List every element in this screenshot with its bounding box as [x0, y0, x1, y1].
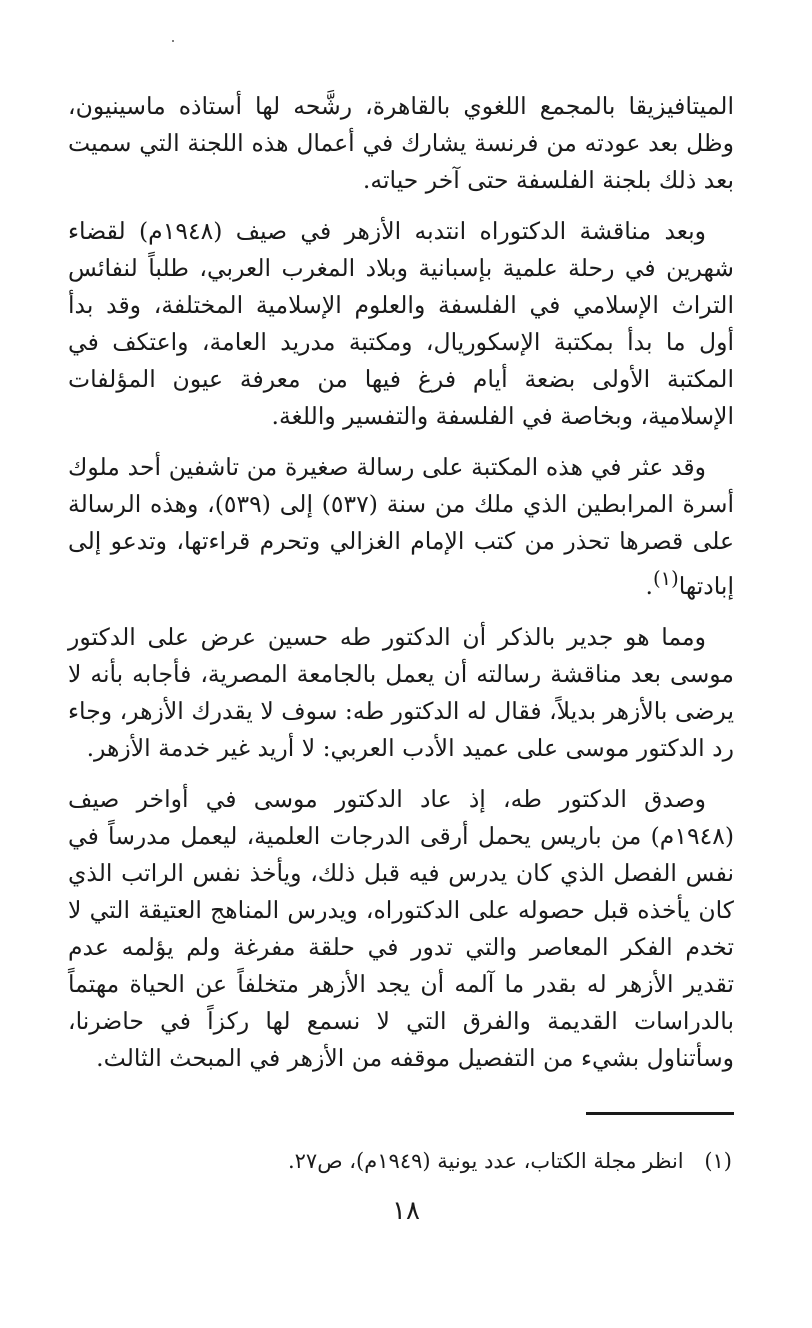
footnote-separator: [586, 1112, 734, 1115]
footnote-text: انظر مجلة الكتاب، عدد يونية (١٩٤٩م)، ص٢٧.: [287, 1149, 684, 1173]
paragraph-5: وصدق الدكتور طه، إذ عاد الدكتور موسى في أواخر صيف (١٩٤٨م) من باريس يحمل أرقى الدرجات العلمية، ليعمل مدرساً في نفس الفصل الذي كان يدرس فيه قبل ذلك، ويأخذ نفس الراتب الذي كان يأخذه قبل حصوله على الدكتوراه، ويدرس المناهج العتيقة التي لا تخدم الفكر المعاصر والتي تدور في حلقة مفرغة ولم يؤلمه عدم تقدير الأزهر له بقدر ما آلمه أن يجد الأزهر متخلفاً عن الحياة مهتماً بالدراسات القديمة والفرق التي لا نسمع لها ركزاً في حاضرنا، وسأتناول بشيء من التفصيل موقفه من الأزهر في المبحث الثالث.: [68, 784, 734, 1072]
paragraph-4: ومما هو جدير بالذكر أن الدكتور طه حسين عرض على الدكتور موسى بعد مناقشة رسالته أن يعمل بالجامعة المصرية، فأجابه بأنه لا يرضى بالأزهر بديلاً، فقال له الدكتور طه: سوف لا يقدرك الأزهر، وجاء رد الدكتور موسى على عميد الأدب العربي: لا أريد غير خدمة الأزهر.: [68, 622, 734, 762]
paragraph-2: وبعد مناقشة الدكتوراه انتدبه الأزهر في صيف (١٩٤٨م) لقضاء شهرين في رحلة علمية بإسبانية وبلاد المغرب العربي، طلباً لنفائس التراث الإسلامي في الفلسفة والعلوم الإسلامية المختلفة، وقد بدأ أول ما بدأ بمكتبة الإسكوريال، ومكتبة مدريد العامة، واعتكف في المكتبة الأولى بضعة أيام فرغ فيها من معرفة عيون المؤلفات الإسلامية، وبخاصة في الفلسفة والتفسير واللغة.: [68, 217, 734, 430]
main-text: [68, 88, 734, 1091]
footnote: [68, 1146, 732, 1176]
paragraph-3-end: .: [645, 571, 653, 600]
paragraph-3: [68, 449, 734, 605]
paragraph-1: الميتافيزيقا بالمجمع اللغوي بالقاهرة، رشَّحه لها أستاذه ماسينيون، وظل بعد عودته من فرنسة يشارك في أعمال هذه اللجنة التي سميت بعد ذلك بلجنة الفلسفة حتى آخر حياته.: [68, 92, 734, 194]
scan-speck: [172, 40, 174, 42]
footnote-number: (١): [704, 1149, 732, 1173]
page-number: ١٨: [392, 1196, 420, 1226]
footnote-reference: (١): [652, 567, 679, 590]
paragraph-3-text: وقد عثر في هذه المكتبة على رسالة صغيرة من تاشفين أحد ملوك أسرة المرابطين الذي ملك من سنة (٥٣٧) إلى (٥٣٩)، وهذه الرسالة على قصرها تحذر من كتب الإمام الغزالي وتحرم قراءتها، وتدعو إلى إبادتها: [68, 453, 734, 600]
